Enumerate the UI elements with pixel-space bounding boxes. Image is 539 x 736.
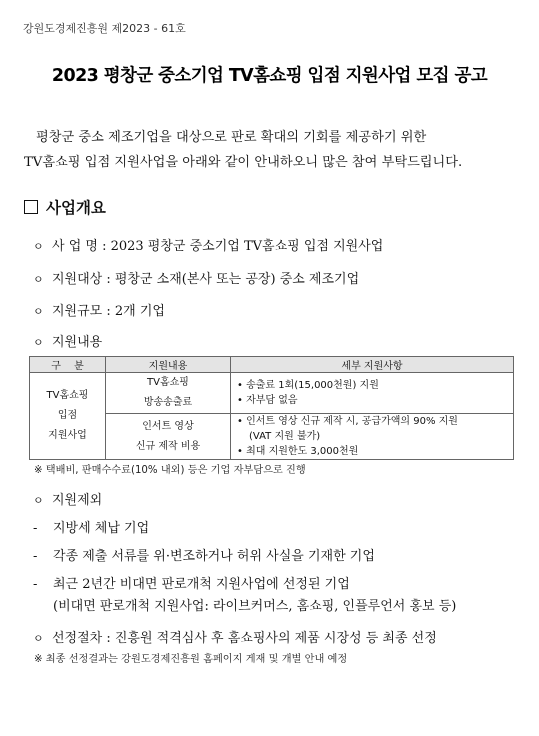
circle-bullet-icon: ㅇ	[33, 305, 44, 318]
exclusion-item	[33, 517, 149, 536]
intro-paragraph	[24, 125, 516, 175]
cell-line: 인서트 영상	[142, 420, 194, 432]
table-cell-content	[106, 414, 231, 460]
cell-line: (VAT 지원 불가)	[249, 431, 321, 442]
intro-line: 평창군 중소 제조기업을 대상으로 판로 확대의 기회를 제공하기 위한	[36, 130, 427, 145]
section-heading	[24, 196, 106, 218]
table-cell-category	[30, 373, 106, 460]
table-note: ※ 택배비, 판매수수료(10% 내외) 등은 기업 자부담으로 진행	[34, 465, 306, 476]
cell-line: 입점	[57, 410, 78, 421]
item-text: 최근 2년간 비대면 판로개척 지원사업에 선정된 기업	[53, 577, 350, 592]
exclusion-item	[33, 545, 375, 564]
item-text: 지원대상 : 평창군 소재(본사 또는 공장) 중소 제조기업	[52, 272, 360, 287]
overview-item-target	[33, 268, 359, 287]
overview-item-content	[33, 331, 102, 350]
selection-procedure	[33, 627, 437, 646]
checkbox-square-icon	[24, 200, 38, 214]
dash-bullet-icon: -	[33, 549, 38, 564]
overview-item-scale	[33, 300, 165, 319]
exclusion-heading	[33, 489, 102, 508]
table-header-content: 지원내용	[106, 357, 231, 373]
table-header-details: 세부 지원사항	[231, 357, 514, 373]
cell-line: • 송출료 1회(15,000천원) 지원	[237, 380, 379, 391]
circle-bullet-icon: ㅇ	[33, 336, 44, 349]
section-title: 사업개요	[46, 199, 106, 217]
exclusion-item-detail: (비대면 판로개척 지원사업: 라이브커머스, 홈쇼핑, 인플루언서 홍보 등)	[53, 599, 457, 614]
cell-line: • 인서트 영상 신규 제작 시, 공급가액의 90% 지원	[237, 416, 458, 427]
item-text: 사 업 명 : 2023 평창군 중소기업 TV홈쇼핑 입점 지원사업	[52, 239, 384, 254]
table-cell-details	[231, 414, 514, 460]
cell-line: • 최대 지원한도 3,000천원	[237, 446, 359, 457]
circle-bullet-icon: ㅇ	[33, 494, 44, 507]
support-table	[29, 356, 514, 460]
table-cell-details	[231, 373, 514, 414]
cell-line: 신규 제작 비용	[135, 440, 201, 452]
intro-line: TV홈쇼핑 입점 지원사업을 아래와 같이 안내하오니 많은 참여 부탁드립니다.	[24, 155, 463, 170]
table-cell-content	[106, 373, 231, 414]
dash-bullet-icon: -	[33, 577, 38, 592]
cell-line: 지원사업	[48, 430, 87, 441]
cell-line: 방송송출료	[143, 397, 193, 408]
table-row	[30, 373, 514, 414]
cell-line: • 자부담 없음	[237, 395, 298, 406]
table-header-row	[30, 357, 514, 373]
item-text: 지원규모 : 2개 기업	[52, 304, 165, 319]
final-note: ※ 최종 선정결과는 강원도경제진흥원 홈페이지 게재 및 개별 안내 예정	[34, 654, 348, 665]
cell-line: TV홈쇼핑	[147, 377, 189, 388]
page-title: 2023 평창군 중소기업 TV홈쇼핑 입점 지원사업 모집 공고	[51, 66, 488, 86]
dash-bullet-icon: -	[33, 521, 38, 536]
item-text: 각종 제출 서류를 위·변조하거나 허위 사실을 기재한 기업	[53, 549, 375, 564]
circle-bullet-icon: ㅇ	[33, 632, 44, 645]
item-text: 선정절차 : 진흥원 적격심사 후 홈쇼핑사의 제품 시장성 등 최종 선정	[52, 631, 437, 646]
item-text: 지방세 체납 기업	[53, 521, 150, 536]
exclusion-item	[33, 573, 350, 592]
document-number: 강원도경제진흥원 제2023 - 61호	[23, 22, 186, 35]
table-header-category: 구 분	[30, 357, 106, 373]
circle-bullet-icon: ㅇ	[33, 273, 44, 286]
circle-bullet-icon: ㅇ	[33, 240, 44, 253]
overview-item-project-name	[33, 235, 383, 254]
cell-line: TV홈쇼핑	[46, 390, 89, 401]
item-text: 지원내용	[52, 335, 103, 350]
item-text: 지원제외	[52, 493, 103, 508]
